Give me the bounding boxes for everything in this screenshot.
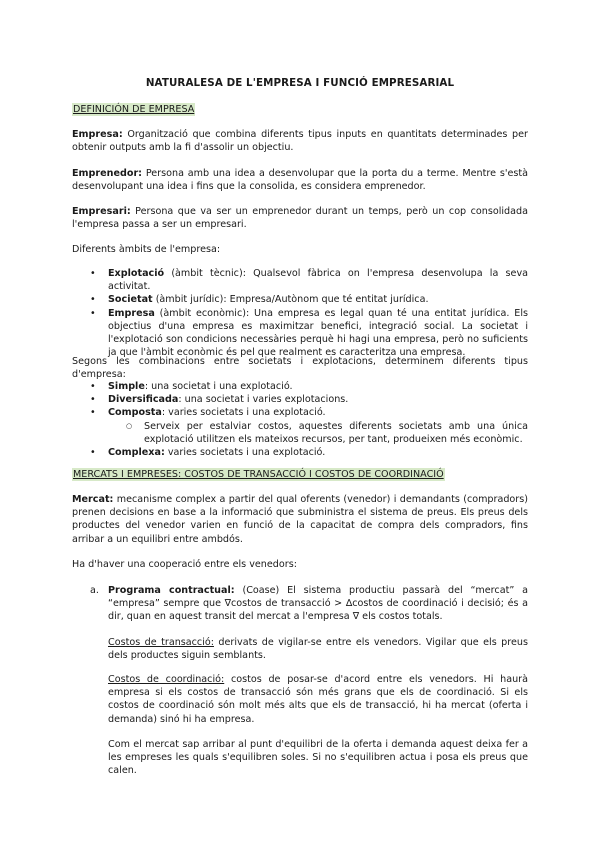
list-item-term: Complexa: [108,447,165,459]
cooperacio-intro: Ha d'haver una cooperació entre els venedors: [72,559,297,570]
paragraph-costos-transaccio [108,636,528,662]
list-item [72,446,528,459]
list-item-text: (àmbit tècnic): Qualsevol fàbrica on l'empresa desenvolupa la seva activitat. [108,268,528,293]
paragraph-emprenedor [72,167,528,193]
list-item [72,293,528,306]
list-item [72,406,528,419]
list-item-text: (àmbit econòmic): Una empresa es legal quan té una entitat jurídica. Els objectius d'una empresa es maximitzar benefici, integració social. La societat i l'explotació son condicions necessàries perquè hi hagi una empresa, però no suficients ja que l'àmbit econòmic és pel que realment es caracteritza una empresa. [108,307,528,359]
list-item-text: : varies societats i una explotació. [161,407,326,419]
paragraph-mercat [72,493,528,546]
term-costos-transaccio: Costos de transacció: [108,637,214,648]
term-costos-coordinacio: Costos de coordinació: [108,674,225,685]
list-item-term: Simple [108,381,145,392]
list-item-text: (àmbit jurídic): Empresa/Autònom que té entitat jurídica. [152,294,429,306]
list-item-text: : una societat i varies explotacions. [178,394,349,406]
term-mercat: Mercat: [72,494,114,505]
list-item [72,393,528,406]
term-emprenedor: Emprenedor: [72,168,143,179]
list-marker: a. [90,585,99,596]
ambits-intro: Diferents àmbits de l'empresa: [72,244,221,255]
list-item-term: Diversificada [108,394,179,406]
list-item [72,307,528,360]
sub-list-item-text: Serveix per estalviar costos, aquestes diferents societats amb una única explotació utilitzen els mateixos recursos, per tant, produeixen més econòmic. [144,420,528,445]
list-item [72,380,528,393]
tipus-list [72,380,528,459]
section-heading-mercats: MERCATS I EMPRESES: COSTOS DE TRANSACCIÓ I COSTOS DE COORDINACIÓ [73,469,444,480]
definition-costos-transaccio: derivats de vigilar-se entre els venedors. Vigilar que els preus dels productes siguin semblants. [108,637,528,662]
definition-mercat: mecanisme complex a partir del qual oferents (venedor) i demandants (compradors) prenen decisions en base a la informació que subministra el sistema de preus. Els preus dels productes del venedor varien en funció de la capacitat de compra dels compradors, fins arribar a un equilibri entre ambdós. [72,494,528,545]
list-item [72,267,528,293]
tipus-intro: Segons les combinacions entre societats i explotacions, determinem diferents tipus d'empresa: [72,356,528,381]
list-item-text: varies societats i una explotació. [164,447,326,459]
definition-programa-contractual: (Coase) El sistema productiu passarà del “mercat” a “empresa” sempre que ∇costos de transacció > ∆costos de coordinació i decisió; és a dir, quan en aquest transit del mercat a l'empresa ∇ els costos totals. [108,585,528,623]
list-item-term: Empresa [108,307,155,319]
paragraph-programa-contractual [108,584,528,624]
paragraph-costos-coordinacio [108,673,528,726]
term-programa-contractual: Programa contractual: [108,585,235,596]
section-heading-definicion: DEFINICIÓN DE EMPRESA [73,104,195,115]
paragraph-equilibri: Com el mercat sap arribar al punt d'equilibri de la oferta i demanda aquest deixa fer a les empreses les quals s'equilibren soles. Si no s'equilibren actua i posa els preus que calen. [108,739,528,777]
list-item-term: Societat [108,294,153,306]
list-item-term: Composta [108,407,162,419]
list-item-term: Explotació [108,268,165,279]
page-title: NATURALESA DE L'EMPRESA I FUNCIÓ EMPRESARIAL [145,77,455,89]
list-item-text: : una societat i una explotació. [144,381,293,392]
term-empresari: Empresari: [72,206,131,217]
paragraph-empresari [72,205,528,231]
definition-empresari: Persona que va ser un emprenedor durant un temps, però un cop consolidada l'empresa passa a ser un empresari. [72,206,528,231]
sub-list-item [72,420,528,446]
ambits-list [72,267,528,359]
term-empresa: Empresa: [72,129,123,140]
paragraph-empresa [72,128,528,154]
definition-empresa: Organització que combina diferents tipus inputs en quantitats determinades per obtenir outputs amb la fi d'assolir un objectiu. [72,129,528,154]
definition-emprenedor: Persona amb una idea a desenvolupar que la porta du a terme. Mentre s'està desenvolupant una idea i fins que la consolida, es considera emprenedor. [72,168,528,193]
definition-costos-coordinacio: costos de posar-se d'acord entre els venedors. Hi haurà empresa si els costos de transacció són més grans que els de coordinació. Si els costos de coordinació són molt més alts que els de transacció, hi ha mercat (oferta i demanda) sinó hi ha empresa. [108,674,528,725]
